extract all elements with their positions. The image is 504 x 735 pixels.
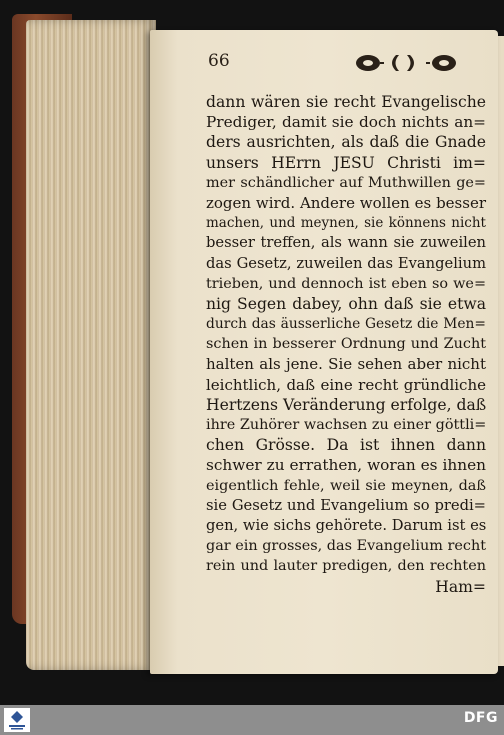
viewer-footer-bar: [0, 705, 504, 735]
text-line: durch das äusserliche Gesetz die Men=: [206, 316, 486, 333]
page-number: 66: [208, 51, 230, 71]
book-page: [150, 30, 498, 674]
text-line: eigentlich fehle, weil sie meynen, daß: [206, 477, 486, 494]
text-line: chen Grösse. Da ist ihnen dann: [206, 436, 486, 455]
page-text: [206, 92, 486, 597]
text-line: Prediger, damit sie doch nichts an=: [206, 113, 486, 132]
text-line: ders ausrichten, als daß die Gnade: [206, 133, 486, 152]
text-line: trieben, und dennoch ist eben so we=: [206, 275, 486, 292]
text-line: dann wären sie recht Evangelische: [206, 93, 486, 111]
text-line: rein und lauter predigen, den rechten: [206, 558, 486, 575]
text-line: mer schändlicher auf Muthwillen ge=: [206, 174, 486, 191]
text-line: das Gesetz, zuweilen das Evangelium: [206, 254, 486, 272]
page-header: [208, 50, 488, 76]
text-line: nig Segen dabey, ohn daß sie etwa: [206, 294, 486, 313]
page-edges: [26, 20, 156, 670]
text-line: machen, und meynen, sie könnens nicht: [206, 215, 486, 232]
text-line: Hertzens Veränderung erfolge, daß: [206, 395, 487, 414]
text-line: ihre Zuhörer wachsen zu einer göttli=: [206, 417, 487, 433]
text-line: besser treffen, als wann sie zuweilen: [206, 234, 486, 252]
dfg-logo: DFG: [463, 710, 498, 726]
text-line: leichtlich, daß eine recht gründliche: [206, 375, 486, 394]
text-line: zogen wird. Andere wollen es besser: [206, 193, 486, 212]
text-line: unsers HErrn JESU Christi im=: [206, 153, 486, 172]
header-ornament: [354, 52, 458, 74]
library-logo-icon: [4, 708, 30, 732]
text-line: halten als jene. Sie sehen aber nicht: [206, 355, 486, 374]
text-line: schen in besserer Ordnung und Zucht: [206, 336, 486, 353]
text-line: sie Gesetz und Evangelium so predi=: [206, 496, 486, 514]
catchword: Ham=: [435, 577, 486, 596]
text-line: gar ein grosses, das Evangelium recht: [206, 538, 486, 555]
text-line: gen, wie sichs gehörete. Darum ist es: [206, 516, 487, 534]
text-line: schwer zu errathen, woran es ihnen: [206, 456, 486, 475]
